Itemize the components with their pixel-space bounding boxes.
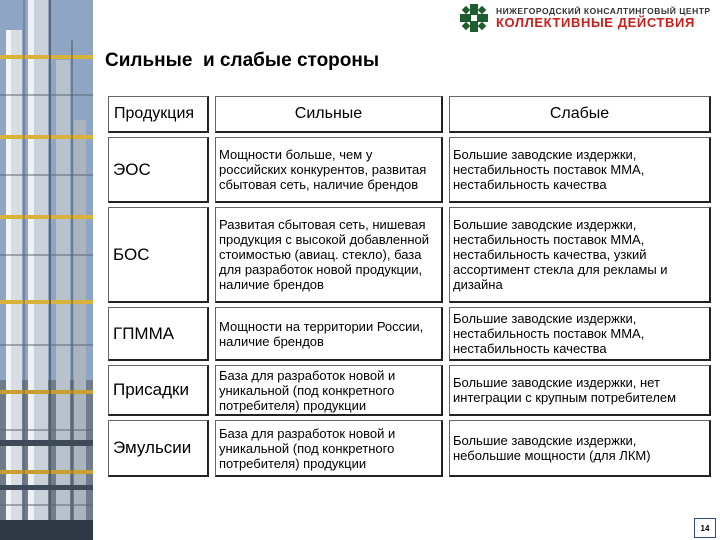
header-product: Продукция	[108, 96, 209, 133]
row-weak: Большие заводские издержки, нестабильность поставок ММА, нестабильность качества	[449, 307, 711, 361]
logo	[458, 2, 720, 36]
row-product: БОС	[108, 207, 209, 303]
refinery-illustration	[0, 0, 93, 540]
logo-line2: КОЛЛЕКТИВНЫЕ ДЕЙСТВИЯ	[496, 15, 695, 30]
header-strong: Сильные	[215, 96, 443, 133]
row-product: Эмульсии	[108, 420, 209, 477]
row-product: ГПММА	[108, 307, 209, 361]
row-strong: База для разработок новой и уникальной (под конкретного потребителя) продукции	[215, 420, 443, 477]
row-product: ЭОС	[108, 137, 209, 203]
row-strong: Развитая сбытовая сеть, нишевая продукция с высокой добавленной стоимостью (авиац. стекло), база для разработок новой продукции, наличие брендов	[215, 207, 443, 303]
row-strong: Мощности больше, чем у российских конкурентов, развитая сбытовая сеть, наличие брендов	[215, 137, 443, 203]
page-number: 14	[694, 518, 716, 538]
row-weak: Большие заводские издержки, нестабильность поставок ММА, нестабильность качества, узкий ассортимент стекла для рекламы и дизайна	[449, 207, 711, 303]
logo-emblem-icon	[458, 2, 490, 34]
row-strong: Мощности на территории России, наличие брендов	[215, 307, 443, 361]
row-strong: База для разработок новой и уникальной (под конкретного потребителя) продукции	[215, 365, 443, 416]
header-weak: Слабые	[449, 96, 711, 133]
row-weak: Большие заводские издержки, нестабильность поставок ММА, нестабильность качества	[449, 137, 711, 203]
strengths-weaknesses-table	[108, 96, 711, 477]
row-weak: Большие заводские издержки, нет интеграции с крупным потребителем	[449, 365, 711, 416]
page-title: Сильные и слабые стороны	[105, 50, 380, 71]
row-product: Присадки	[108, 365, 209, 416]
row-weak: Большие заводские издержки, небольшие мощности (для ЛКМ)	[449, 420, 711, 477]
logo-line1: НИЖЕГОРОДСКИЙ КОНСАЛТИНГОВЫЙ ЦЕНТР	[496, 6, 711, 16]
refinery-photo	[0, 0, 93, 540]
